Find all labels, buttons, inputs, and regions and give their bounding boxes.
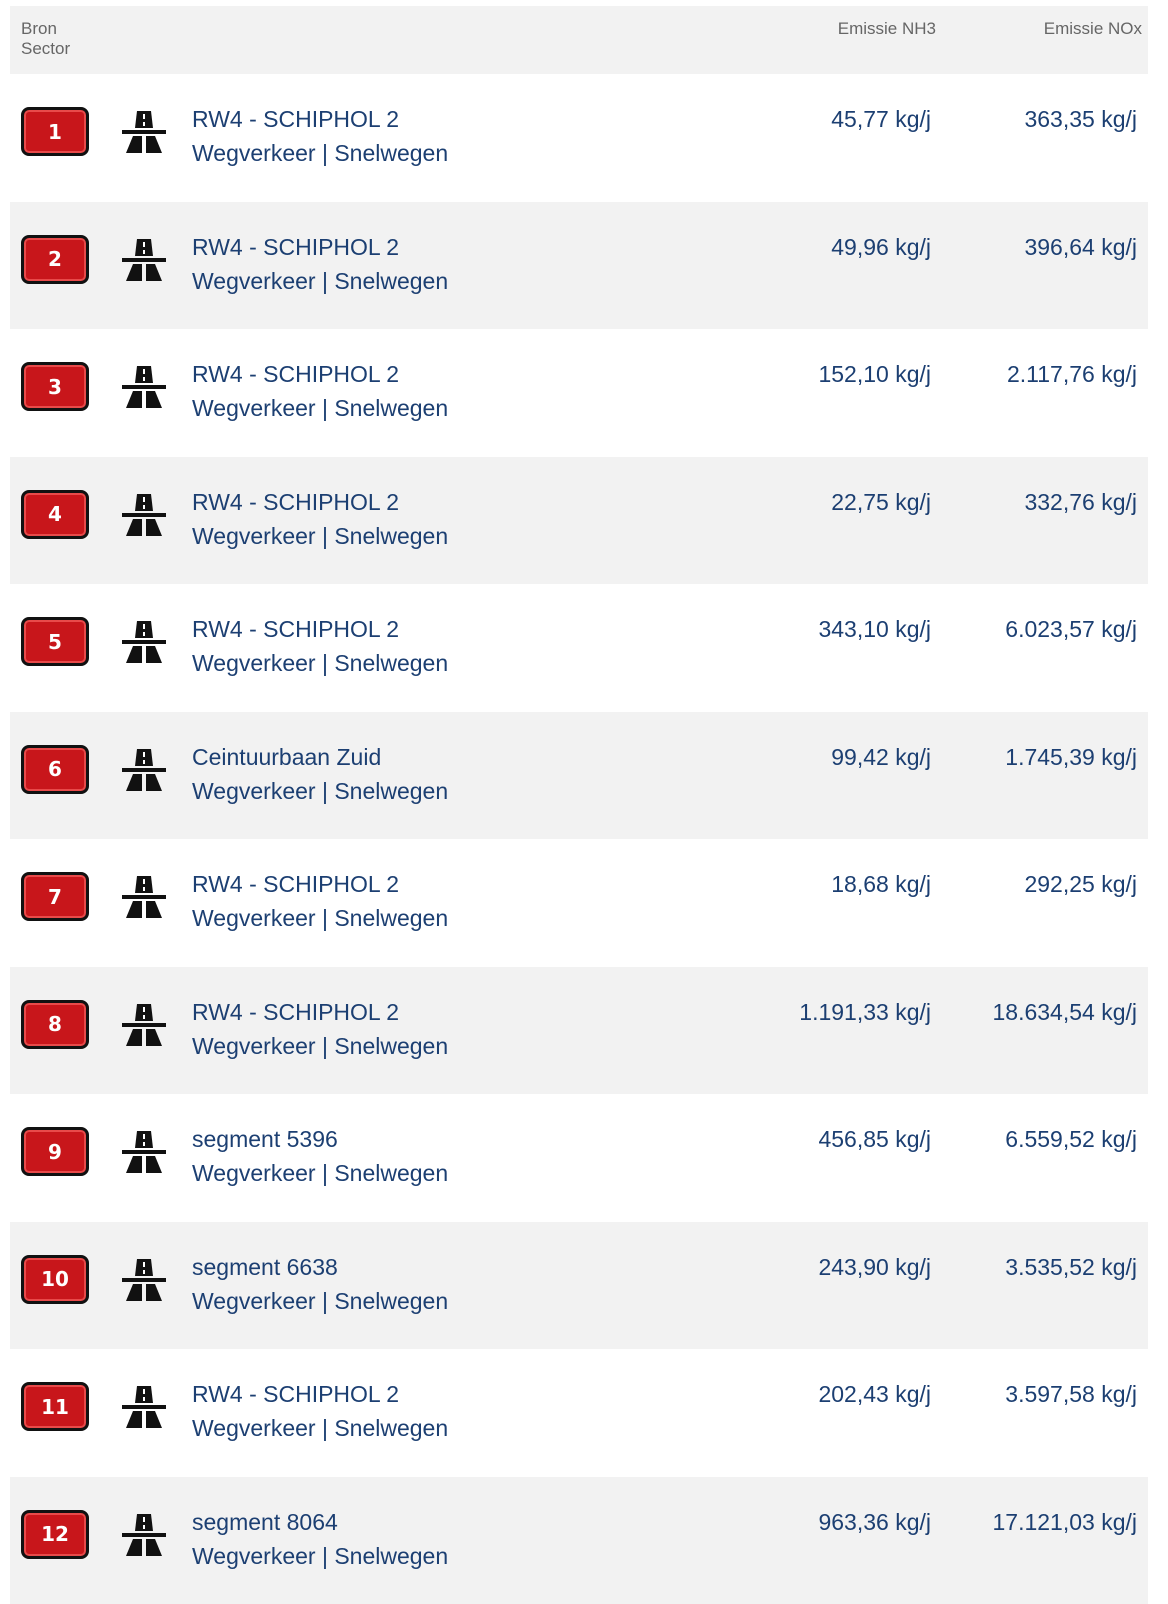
- emission-nox-value: 396,64 kg/j: [1024, 230, 1137, 264]
- source-sector: Wegverkeer | Snelwegen: [192, 519, 448, 553]
- table-row[interactable]: [10, 712, 1148, 840]
- emission-nh3-value: 152,10 kg/j: [818, 357, 931, 391]
- source-number-badge: 7: [21, 872, 89, 921]
- source-name[interactable]: RW4 - SCHIPHOL 2: [192, 612, 448, 646]
- emission-nh3-value: 963,36 kg/j: [818, 1505, 931, 1539]
- table-body: [10, 74, 1148, 1604]
- emission-nox-value: 363,35 kg/j: [1024, 102, 1137, 136]
- emission-nh3-value: 243,90 kg/j: [818, 1250, 931, 1284]
- table-row[interactable]: [10, 1222, 1148, 1350]
- emission-nh3-value: 18,68 kg/j: [831, 867, 931, 901]
- emission-nh3-value: 202,43 kg/j: [818, 1377, 931, 1411]
- source-sector: Wegverkeer | Snelwegen: [192, 136, 448, 170]
- source-number-badge: 11: [21, 1382, 89, 1431]
- emission-nh3-value: 99,42 kg/j: [831, 740, 931, 774]
- source-name-cell[interactable]: [192, 867, 448, 935]
- highway-icon: [120, 239, 168, 281]
- source-name-cell[interactable]: [192, 612, 448, 680]
- source-sector: Wegverkeer | Snelwegen: [192, 646, 448, 680]
- source-name[interactable]: RW4 - SCHIPHOL 2: [192, 357, 448, 391]
- source-sector: Wegverkeer | Snelwegen: [192, 1156, 448, 1190]
- source-name-cell[interactable]: [192, 995, 448, 1063]
- table-row[interactable]: [10, 839, 1148, 967]
- table-row[interactable]: [10, 457, 1148, 585]
- source-name-cell[interactable]: [192, 1505, 448, 1573]
- source-name-cell[interactable]: [192, 1250, 448, 1318]
- emission-nox-value: 18.634,54 kg/j: [992, 995, 1137, 1029]
- source-sector: Wegverkeer | Snelwegen: [192, 1539, 448, 1573]
- emission-nh3-value: 456,85 kg/j: [818, 1122, 931, 1156]
- emission-nh3-value: 22,75 kg/j: [831, 485, 931, 519]
- highway-icon: [120, 1259, 168, 1301]
- source-name-cell[interactable]: [192, 230, 448, 298]
- source-sector: Wegverkeer | Snelwegen: [192, 774, 448, 808]
- source-name[interactable]: RW4 - SCHIPHOL 2: [192, 485, 448, 519]
- emission-nox-value: 2.117,76 kg/j: [1007, 357, 1137, 391]
- source-number-badge: 1: [21, 107, 89, 156]
- table-row[interactable]: [10, 329, 1148, 457]
- source-name[interactable]: RW4 - SCHIPHOL 2: [192, 230, 448, 264]
- table-row[interactable]: [10, 202, 1148, 330]
- header-bron: Bron: [21, 19, 70, 39]
- source-name-cell[interactable]: [192, 357, 448, 425]
- header-sector: Sector: [21, 39, 70, 59]
- source-number-badge: 8: [21, 1000, 89, 1049]
- source-name-cell[interactable]: [192, 1377, 448, 1445]
- source-number-badge: 3: [21, 362, 89, 411]
- source-name[interactable]: RW4 - SCHIPHOL 2: [192, 1377, 448, 1411]
- emission-nox-value: 3.535,52 kg/j: [1005, 1250, 1137, 1284]
- highway-icon: [120, 1131, 168, 1173]
- emission-nh3-value: 45,77 kg/j: [831, 102, 931, 136]
- source-number-badge: 9: [21, 1127, 89, 1176]
- source-sector: Wegverkeer | Snelwegen: [192, 391, 448, 425]
- emission-nh3-value: 1.191,33 kg/j: [799, 995, 931, 1029]
- emission-nox-value: 17.121,03 kg/j: [992, 1505, 1137, 1539]
- table-row[interactable]: [10, 1094, 1148, 1222]
- highway-icon: [120, 749, 168, 791]
- highway-icon: [120, 1514, 168, 1556]
- source-name[interactable]: RW4 - SCHIPHOL 2: [192, 102, 448, 136]
- header-bron-sector: [21, 19, 70, 59]
- header-emissie-nox: Emissie NOx: [1044, 19, 1142, 39]
- emission-nox-value: 1.745,39 kg/j: [1005, 740, 1137, 774]
- source-name[interactable]: segment 6638: [192, 1250, 448, 1284]
- source-sector: Wegverkeer | Snelwegen: [192, 264, 448, 298]
- highway-icon: [120, 1386, 168, 1428]
- emission-nox-value: 6.559,52 kg/j: [1005, 1122, 1137, 1156]
- source-name[interactable]: segment 5396: [192, 1122, 448, 1156]
- source-sector: Wegverkeer | Snelwegen: [192, 1029, 448, 1063]
- source-number-badge: 5: [21, 617, 89, 666]
- source-name[interactable]: RW4 - SCHIPHOL 2: [192, 995, 448, 1029]
- table-row[interactable]: [10, 967, 1148, 1095]
- highway-icon: [120, 366, 168, 408]
- highway-icon: [120, 494, 168, 536]
- highway-icon: [120, 111, 168, 153]
- source-sector: Wegverkeer | Snelwegen: [192, 901, 448, 935]
- source-number-badge: 10: [21, 1255, 89, 1304]
- source-name[interactable]: Ceintuurbaan Zuid: [192, 740, 448, 774]
- table-row[interactable]: [10, 74, 1148, 202]
- emission-nh3-value: 343,10 kg/j: [818, 612, 931, 646]
- highway-icon: [120, 876, 168, 918]
- table-row[interactable]: [10, 1477, 1148, 1604]
- source-sector: Wegverkeer | Snelwegen: [192, 1284, 448, 1318]
- highway-icon: [120, 1004, 168, 1046]
- emission-nox-value: 6.023,57 kg/j: [1005, 612, 1137, 646]
- table-header: [10, 6, 1148, 74]
- source-name-cell[interactable]: [192, 1122, 448, 1190]
- source-number-badge: 2: [21, 235, 89, 284]
- table-row[interactable]: [10, 584, 1148, 712]
- source-name[interactable]: RW4 - SCHIPHOL 2: [192, 867, 448, 901]
- table-row[interactable]: [10, 1349, 1148, 1477]
- source-number-badge: 4: [21, 490, 89, 539]
- emission-nh3-value: 49,96 kg/j: [831, 230, 931, 264]
- source-number-badge: 12: [21, 1510, 89, 1559]
- source-name-cell[interactable]: [192, 102, 448, 170]
- emission-nox-value: 332,76 kg/j: [1024, 485, 1137, 519]
- emission-nox-value: 292,25 kg/j: [1024, 867, 1137, 901]
- header-emissie-nh3: Emissie NH3: [838, 19, 936, 39]
- source-name-cell[interactable]: [192, 485, 448, 553]
- emission-nox-value: 3.597,58 kg/j: [1005, 1377, 1137, 1411]
- source-name-cell[interactable]: [192, 740, 448, 808]
- emission-sources-table: [10, 6, 1148, 1604]
- source-number-badge: 6: [21, 745, 89, 794]
- highway-icon: [120, 621, 168, 663]
- source-sector: Wegverkeer | Snelwegen: [192, 1411, 448, 1445]
- source-name[interactable]: segment 8064: [192, 1505, 448, 1539]
